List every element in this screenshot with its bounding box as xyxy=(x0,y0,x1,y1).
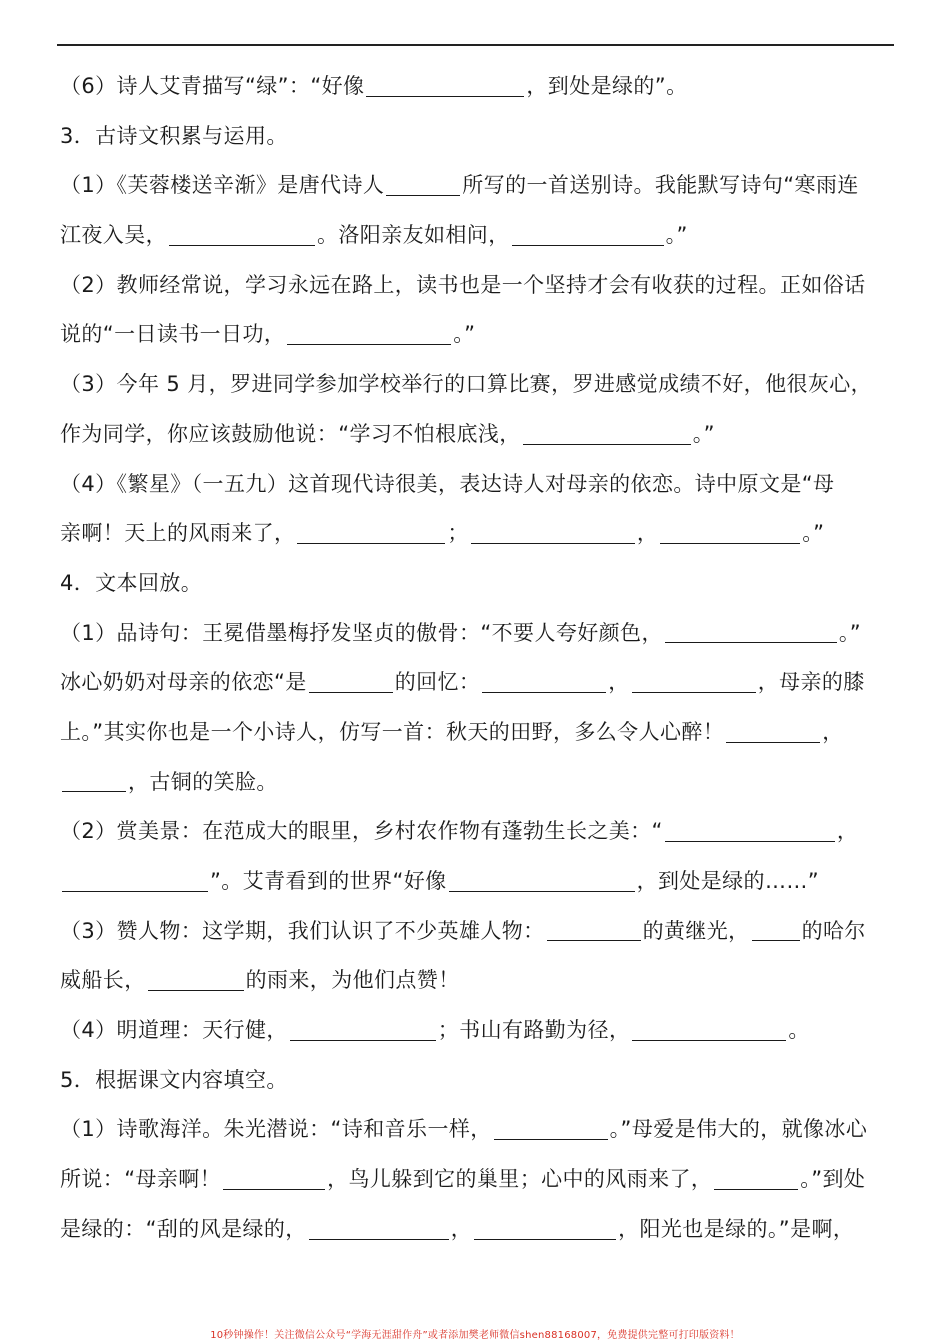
text-line xyxy=(60,1105,900,1155)
answer-blank[interactable] xyxy=(665,620,837,643)
text-segment: ，鸟儿躲到它的巢里；心中的风雨来了， xyxy=(327,1167,713,1192)
text-segment: 作为同学，你应该鼓励他说：“学习不怕根底浅， xyxy=(60,421,521,446)
answer-blank[interactable] xyxy=(471,521,635,544)
text-segment: （2）教师经常说，学习永远在路上，读书也是一个坚持才会有收获的过程。正如俗话 xyxy=(60,272,866,297)
text-segment: ， xyxy=(822,719,844,744)
text-segment: 所说：“母亲啊！ xyxy=(60,1167,222,1192)
answer-blank[interactable] xyxy=(512,223,664,246)
text-segment: 的黄继光， xyxy=(642,918,750,943)
text-line xyxy=(60,161,900,211)
answer-blank[interactable] xyxy=(665,819,835,842)
text-line xyxy=(60,310,900,360)
text-segment: （6）诗人艾青描写“绿”：“好像 xyxy=(60,74,365,98)
answer-blank[interactable] xyxy=(523,422,691,445)
text-segment: ； xyxy=(447,521,469,546)
text-segment: （4）《繁星》（一五九）这首现代诗很美，表达诗人对母亲的依恋。诗中原文是“母 xyxy=(60,471,835,496)
answer-blank[interactable] xyxy=(632,670,756,693)
text-segment: 是绿的：“刮的风是绿的， xyxy=(60,1216,307,1241)
text-segment: 。” xyxy=(692,421,715,446)
text-segment: （3）赞人物：这学期，我们认识了不少英雄人物： xyxy=(60,918,545,943)
text-segment: 4．文本回放。 xyxy=(60,570,203,595)
text-line xyxy=(60,62,900,112)
text-segment: 的哈尔 xyxy=(801,918,866,943)
text-segment: ，到处是绿的……” xyxy=(636,869,820,893)
text-segment: ，阳光也是绿的。”是啊， xyxy=(618,1216,855,1241)
text-line xyxy=(60,360,900,410)
answer-blank[interactable] xyxy=(726,720,820,743)
text-segment: 所写的一首送别诗。我能默写诗句“寒雨连 xyxy=(462,173,859,198)
answer-blank[interactable] xyxy=(752,918,800,941)
text-line xyxy=(60,1155,900,1205)
footer-note: 10秒钟操作！关注微信公众号“学海无涯甜作舟”或者添加樊老师微信shen88168007，免费提供完整可打印版资料！ xyxy=(210,1330,740,1341)
text-segment: （3）今年 5 月，罗进同学参加学校举行的口算比赛，罗进感觉成绩不好，他很灰心， xyxy=(60,372,873,397)
text-segment: ， xyxy=(636,521,659,546)
text-segment: 冰心奶奶对母亲的依恋“是 xyxy=(60,670,307,695)
text-line xyxy=(60,907,900,957)
text-segment: 。”母爱是伟大的，就像冰心 xyxy=(609,1117,868,1142)
text-segment: （1）品诗句：王冕借墨梅抒发坚贞的傲骨：“不要人夸好颜色， xyxy=(60,620,663,645)
answer-blank[interactable] xyxy=(309,670,393,693)
text-segment: 。 xyxy=(788,1018,810,1043)
text-line xyxy=(60,857,900,907)
answer-blank[interactable] xyxy=(482,670,606,693)
answer-blank[interactable] xyxy=(62,769,126,792)
text-segment: 。” xyxy=(838,620,862,645)
answer-blank[interactable] xyxy=(223,1167,325,1190)
text-line xyxy=(60,758,900,808)
text-line xyxy=(60,410,900,460)
section-heading xyxy=(60,1056,900,1106)
text-segment: 威船长， xyxy=(60,968,146,993)
text-line xyxy=(60,807,900,857)
answer-blank[interactable] xyxy=(148,968,244,991)
answer-blank[interactable] xyxy=(660,521,800,544)
section-heading xyxy=(60,112,900,162)
text-segment: ，母亲的膝 xyxy=(757,670,865,695)
text-segment: 的回忆： xyxy=(394,670,481,695)
answer-blank[interactable] xyxy=(287,322,451,345)
answer-blank[interactable] xyxy=(714,1167,798,1190)
answer-blank[interactable] xyxy=(366,74,524,97)
text-segment: 说的“一日读书一日功， xyxy=(60,322,286,347)
text-line xyxy=(60,261,900,311)
answer-blank[interactable] xyxy=(386,173,460,196)
top-rule xyxy=(57,44,894,46)
text-segment: ， xyxy=(608,670,630,695)
text-segment: 。” xyxy=(453,322,476,347)
text-segment: 。洛阳亲友如相问， xyxy=(317,223,510,248)
text-segment: 。” xyxy=(802,521,825,546)
text-segment: 。”到处 xyxy=(800,1167,866,1192)
text-line xyxy=(60,708,900,758)
section-heading xyxy=(60,559,900,609)
answer-blank[interactable] xyxy=(474,1217,616,1240)
text-segment: 。” xyxy=(665,223,688,248)
text-line xyxy=(60,1006,900,1056)
text-segment: ， xyxy=(836,819,859,844)
text-segment: 江夜入吴， xyxy=(60,223,167,248)
answer-blank[interactable] xyxy=(547,918,641,941)
text-segment: （4）明道理：天行健， xyxy=(60,1018,288,1043)
text-segment: ，到处是绿的”。 xyxy=(526,74,688,98)
text-segment: 3．古诗文积累与运用。 xyxy=(60,123,288,148)
text-segment: 亲啊！天上的风雨来了， xyxy=(60,521,296,546)
answer-blank[interactable] xyxy=(309,1217,449,1240)
text-segment: ， xyxy=(450,1216,473,1241)
answer-blank[interactable] xyxy=(62,869,208,892)
text-line xyxy=(60,460,900,510)
worksheet-body xyxy=(60,62,900,1255)
answer-blank[interactable] xyxy=(632,1018,786,1041)
answer-blank[interactable] xyxy=(297,521,445,544)
answer-blank[interactable] xyxy=(290,1018,436,1041)
text-line xyxy=(60,956,900,1006)
answer-blank[interactable] xyxy=(169,223,315,246)
text-segment: 5．根据课文内容填空。 xyxy=(60,1067,288,1092)
text-line xyxy=(60,658,900,708)
text-line xyxy=(60,609,900,659)
text-segment: （1）诗歌海洋。朱光潜说：“诗和音乐一样， xyxy=(60,1117,492,1142)
text-line xyxy=(60,211,900,261)
text-segment: （1）《芙蓉楼送辛渐》是唐代诗人 xyxy=(60,173,385,198)
answer-blank[interactable] xyxy=(449,869,635,892)
answer-blank[interactable] xyxy=(494,1117,608,1140)
text-segment: 上。”其实你也是一个小诗人，仿写一首：秋天的田野，多么令人心醉！ xyxy=(60,719,725,744)
text-segment: ”。艾青看到的世界“好像 xyxy=(210,869,447,893)
text-line xyxy=(60,509,900,559)
text-segment: 的雨来，为他们点赞！ xyxy=(245,968,460,993)
text-line xyxy=(60,1205,900,1255)
text-segment: （2）赏美景：在范成大的眼里，乡村农作物有蓬勃生长之美：“ xyxy=(60,819,663,844)
text-segment: ，古铜的笑脸。 xyxy=(128,769,278,794)
text-segment: ；书山有路勤为径， xyxy=(437,1018,631,1043)
